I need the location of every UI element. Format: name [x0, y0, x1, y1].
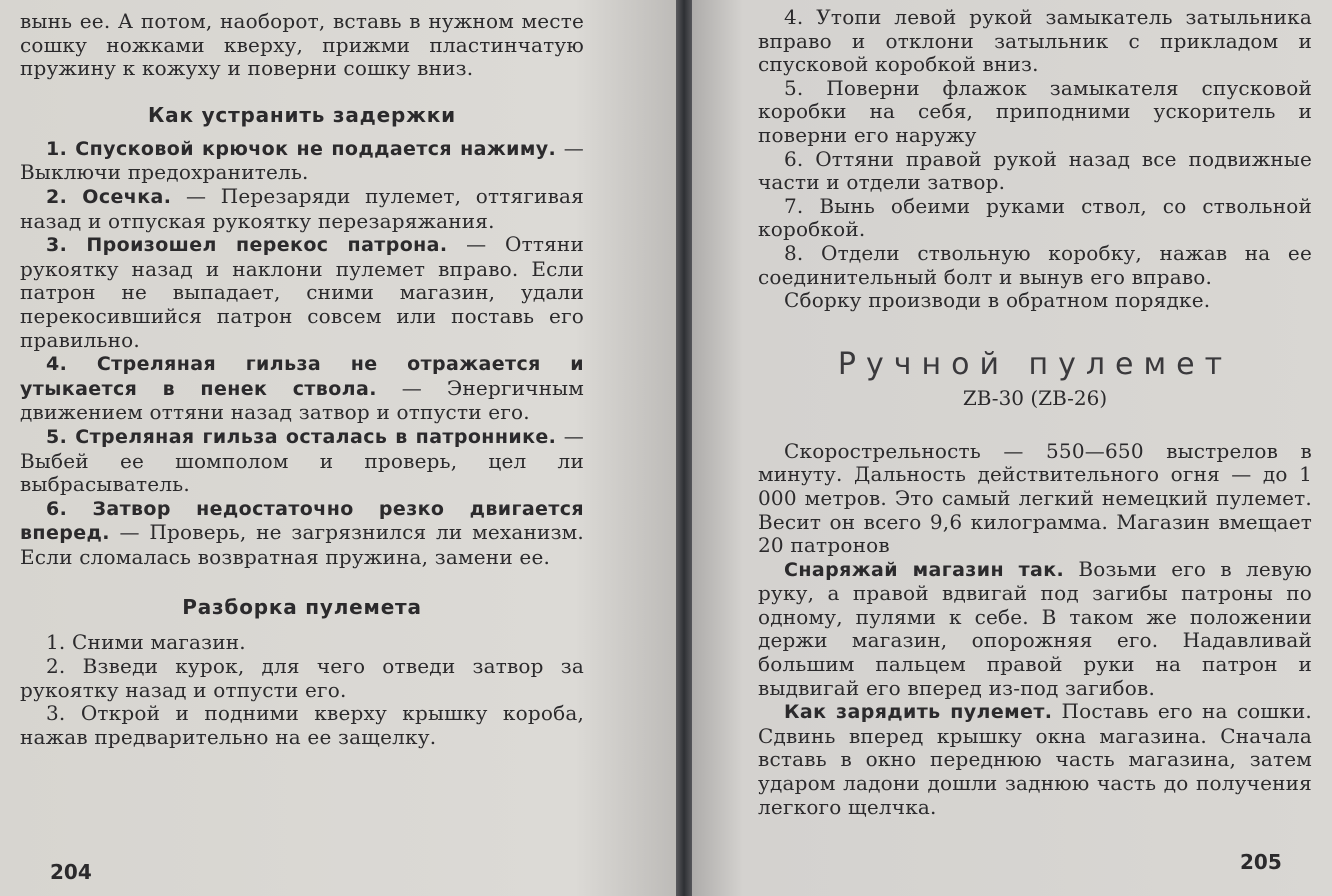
disassembly-step-1: 1. Сними магазин. [46, 630, 246, 655]
delays-heading: Как устранить задержки [148, 102, 456, 127]
disassembly-step-7: 7. Вынь обеими руками ствол, со ствольной коробкой. [758, 193, 1312, 242]
delay-item-lead: 3. Произошел перекос патрона. [46, 234, 448, 257]
loading-lead: Снаряжай магазин так. [784, 558, 1065, 581]
right-page [692, 0, 1332, 896]
disassembly-step-3: 3. Открой и подними кверху крышку короба, нажав предварительно на ее защелку. [20, 701, 584, 749]
delay-item-text: — Проверь, не загрязнился ли механизм. Если сломалась возвратная пружина, замени ее. [20, 520, 584, 569]
loading-text: Возьми его в левую руку, а правой вдвигай под загибы патроны по одному, пулями к себе. В таком же положении держи магазин, опорожняя его. Надавливай большим пальцем правой руки на патрон и выдвигай его вперед из-под загибов. [758, 556, 1313, 700]
specs-paragraph: Скорострельность — 550—650 выстрелов в минуту. Дальность действительного огня — до 1 000 метров. Это самый легкий немецкий пулемет. Весит он всего 9,6 килограмма. Магазин вмещает 20 патронов [758, 438, 1312, 558]
delay-item-1 [20, 137, 584, 185]
delay-item-lead: 1. Спусковой крючок не поддается нажиму. [46, 137, 557, 160]
delay-item-lead: 5. Стреляная гильза осталась в патроннике. [46, 425, 557, 448]
charging-paragraph [758, 700, 1312, 819]
delay-item-lead: 2. Осечка. [46, 185, 172, 208]
delay-item-text: — Оттяни рукоятку назад и наклони пулемет вправо. Если патрон не выпадает, сними магазин, удали перекосившийся патрон совсем или поставь его правильно. [20, 232, 584, 352]
assembly-note: Сборку производи в обратном порядке. [784, 288, 1211, 313]
disassembly-step-8: 8. Отдели ствольную коробку, нажав на ее соединительный болт и вынув его вправо. [758, 240, 1312, 289]
delay-item-text: — Перезаряди пулемет, оттягивая назад и отпуская рукоятку перезаряжания. [20, 183, 584, 233]
delay-item-5 [20, 425, 584, 497]
book-gutter [676, 0, 692, 896]
section-title: Ручной пулемет [837, 346, 1233, 382]
disassembly-step-6: 6. Оттяни правой рукой назад все подвижные части и отдели затвор. [758, 146, 1312, 195]
disassembly-heading: Разборка пулемета [182, 595, 422, 620]
disassembly-step-5: 5. Поверни флажок замыкателя спусковой коробки на себя, приподними ускоритель и поверни его наружу [758, 75, 1312, 147]
delay-item-6 [20, 497, 584, 570]
delay-item-text: — Выключи предохранитель. [20, 135, 584, 185]
page-number-right: 205 [1240, 850, 1282, 874]
delay-item-lead: 4. Стреляная гильза не отражается и утыкается в пенек ствола. [20, 353, 584, 400]
delay-item-3 [20, 233, 584, 352]
delay-item-4 [20, 352, 584, 425]
intro-paragraph: вынь ее. А потом, наоборот, вставь в нужном месте сошку ножками кверху, прижми пластинчатую пружину к кожуху и поверни сошку вниз. [20, 9, 584, 81]
delay-item-lead: 6. Затвор недостаточно резко двигается вперед. [20, 497, 584, 545]
delay-item-2 [20, 185, 584, 233]
disassembly-step-4: 4. Утопи левой рукой замыкатель затыльника вправо и отклони затыльник с прикладом и спусковой коробкой вниз. [758, 5, 1312, 77]
delay-item-text: — Выбей ее шомполом и проверь, цел ли выбрасыватель. [20, 423, 584, 497]
disassembly-step-2: 2. Взведи курок, для чего отведи затвор за рукоятку назад и отпусти его. [20, 654, 584, 702]
delay-item-text: — Энергичным движением оттяни назад затвор и отпусти его. [20, 375, 584, 425]
loading-paragraph [758, 558, 1312, 701]
charging-lead: Как зарядить пулемет. [784, 701, 1053, 724]
page-number-left: 204 [50, 860, 92, 884]
section-subtitle: ZB-30 (ZB-26) [962, 385, 1108, 410]
charging-text: Поставь его на сошки. Сдвинь вперед крышку окна магазина. Сначала вставь в окно переднюю часть магазина, затем ударом ладони дошли заднюю часть до получения легкого щелчка. [758, 699, 1312, 819]
